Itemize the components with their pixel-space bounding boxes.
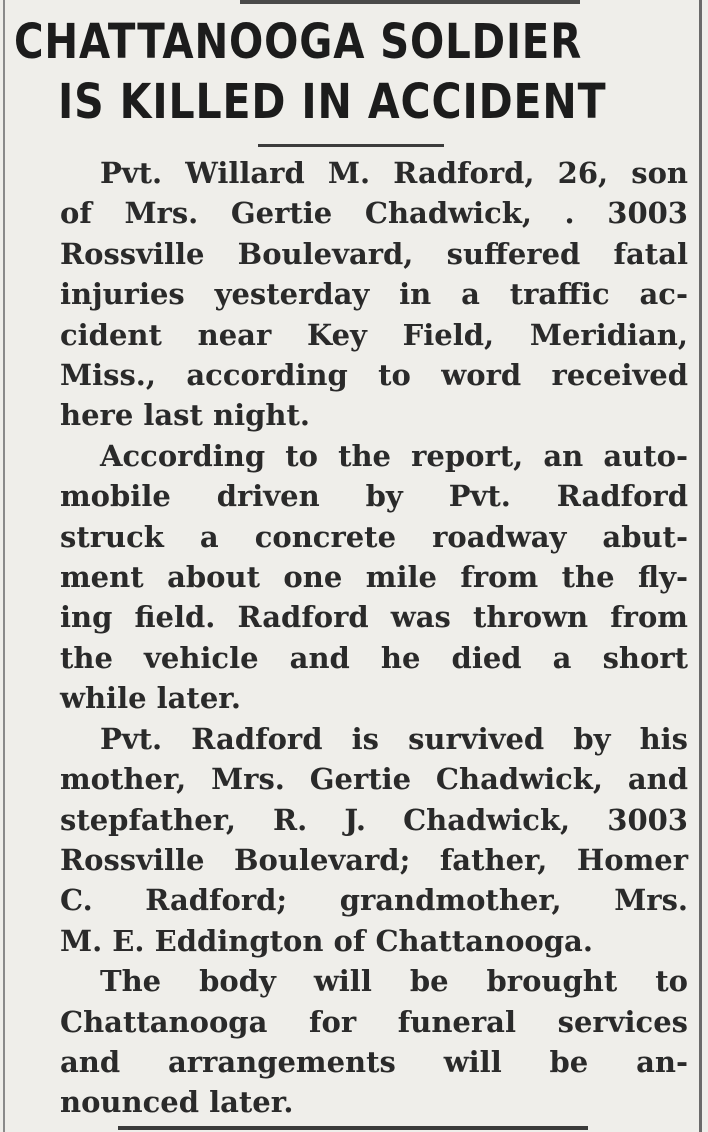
article-line: Pvt. Radford is survived by his: [100, 721, 688, 756]
article-line: nounced later.: [60, 1085, 294, 1120]
article-line: injuries yesterday in a traffic ac-: [60, 277, 688, 312]
article-line: According to the report, an auto-: [100, 438, 688, 473]
column-border-right: [699, 0, 702, 1132]
article-line: ing field. Radford was thrown from: [60, 600, 688, 635]
headline-divider-rule: [258, 144, 444, 147]
article-line: mother, Mrs. Gertie Chadwick, and: [60, 762, 688, 797]
article-line: cident near Key Field, Meridian,: [60, 317, 688, 352]
top-rule: [240, 0, 580, 4]
article-line: Rossville Boulevard, suffered fatal: [60, 236, 688, 271]
article-line: M. E. Eddington of Chattanooga.: [60, 923, 593, 958]
article-paragraph: [20, 153, 688, 436]
article-line: while later.: [60, 681, 241, 716]
column-border-left: [3, 0, 5, 1132]
article-line: mobile driven by Pvt. Radford: [60, 479, 688, 514]
article-line: Miss., according to word received: [60, 358, 688, 393]
article-line: C. Radford; grandmother, Mrs.: [60, 883, 688, 918]
article-line: here last night.: [60, 398, 310, 433]
headline-line-2: IS KILLED IN ACCIDENT: [58, 74, 607, 130]
article-line: Chattanooga for funeral services: [60, 1004, 688, 1039]
article-line: stepfather, R. J. Chadwick, 3003: [60, 802, 688, 837]
article-body: [20, 153, 688, 1123]
bottom-rule: [118, 1126, 588, 1130]
article-line: Rossville Boulevard; father, Homer: [60, 842, 688, 877]
headline-line-1: CHATTANOOGA SOLDIER: [14, 14, 583, 70]
article-line: of Mrs. Gertie Chadwick, . 3003: [60, 196, 688, 231]
article-line: struck a concrete roadway abut-: [60, 519, 688, 554]
article-line: ment about one mile from the fly-: [60, 560, 688, 595]
article-line: and arrangements will be an-: [60, 1044, 688, 1079]
article-paragraph: [20, 719, 688, 961]
article-paragraph: [20, 436, 688, 719]
article-paragraph: [20, 961, 688, 1123]
article-line: The body will be brought to: [100, 964, 688, 999]
article-line: Pvt. Willard M. Radford, 26, son: [100, 156, 688, 190]
article-line: the vehicle and he died a short: [60, 640, 688, 675]
